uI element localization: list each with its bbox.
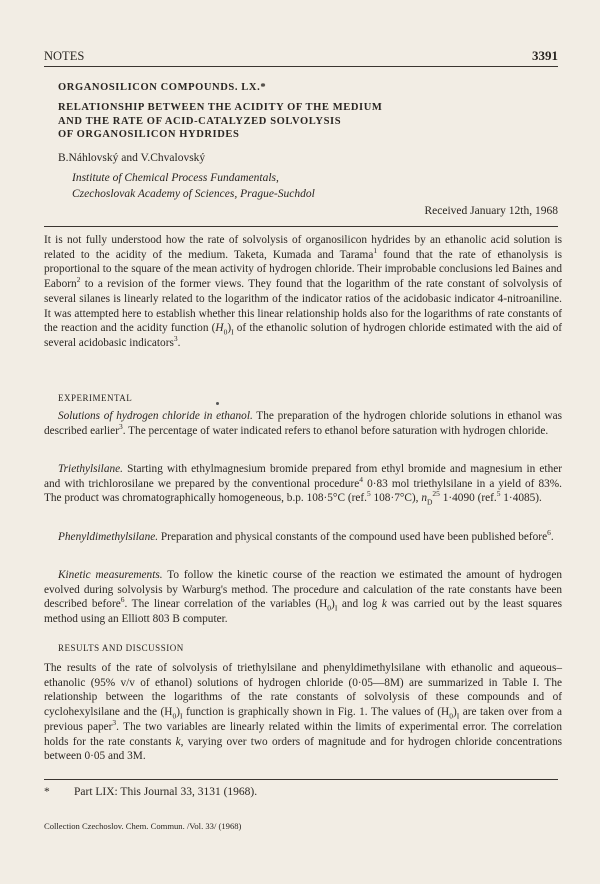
section-name: NOTES: [44, 49, 85, 63]
experimental-paragraph-triethylsilane: Triethylsilane. Starting with ethylmagnesium bromide prepared from ethyl bromide and magnesium in ether and with trichlorosilane we prepared by the conventional procedure$^4$ 0·83 mol triethylsilane in a yield of 83%. The product was chromatographically homogeneous, b.p. 108·5°C (ref.$^5$ 108·7°C), $n_D^{25}$ 1·4090 (ref.$^5$ 1·4085).: [44, 463, 562, 507]
experimental-paragraph-phenyldimethylsilane: Phenyldimethylsilane. Preparation and physical constants of the compound used have been published before$^6$.: [58, 528, 554, 543]
footnote-marker: *: [44, 786, 50, 798]
article-title: [58, 101, 382, 142]
page-number: 3391: [532, 48, 558, 63]
footnote-rule: [44, 779, 558, 780]
authors: B.Náhlovský and V.Chvalovský: [58, 152, 206, 164]
title-line: AND THE RATE OF ACID-CATALYZED SOLVOLYSIS: [58, 115, 342, 127]
header-rule: [44, 66, 558, 67]
experimental-paragraph-solutions: Solutions of hydrogen chloride in ethanol. The preparation of the hydrogen chloride solutions in ethanol was described earlier$^3$. The percentage of water indicated refers to ethanol before saturation with hydrogen chloride.: [44, 410, 562, 437]
journal-footer: Collection Czechoslov. Chem. Commun. /Vol. 33/ (1968): [44, 821, 242, 831]
section-heading-experimental: EXPERIMENTAL: [58, 393, 133, 403]
title-line: OF ORGANOSILICON HYDRIDES: [58, 129, 240, 141]
affiliation-line: Czechoslovak Academy of Sciences, Prague-Suchdol: [72, 187, 315, 200]
abstract-rule: [44, 226, 558, 227]
intro-paragraph: It is not fully understood how the rate of solvolysis of organosilicon hydrides by an ethanolic acid solution is related to the acidity of the medium. Taketa, Kumada and Tarama$^1$ found that the rate of ethanolysis is proportional to the square of the mean activity of hydrogen chloride. Their improbable conclusions led Baines and Eaborn$^2$ to a revision of the former views. They found that the logarithm of the rate constant of solvolysis of several silanes is linearly related to the logarithm of the indicator ratios of the acidobasic indicator 4-nitroaniline. It was attempted here to establish whether this linear relationship holds also for the logarithms of rate constants of the reaction and the acidity function $(H_0)_I$ of the ethanolic solution of hydrogen chloride estimated with the aid of several acidobasic indicators$^3$.: [44, 234, 563, 349]
affiliation: [72, 171, 315, 202]
title-line: RELATIONSHIP BETWEEN THE ACIDITY OF THE MEDIUM: [58, 102, 383, 113]
experimental-paragraph-kinetics: Kinetic measurements. To follow the kinetic course of the reaction we estimated the amount of hydrogen evolved during solvolysis by Warburg's method. The procedure and calculation of the rate constants have been described before$^6$. The linear correlation of the variables $(H_0)_I$ and log k was carried out by the least squares method using an Elliott 803 B computer.: [44, 569, 562, 626]
received-date: Received January 12th, 1968: [424, 205, 558, 217]
footnote: [44, 786, 257, 798]
footnote-text: Part LIX: This Journal 33, 3131 (1968).: [74, 786, 258, 798]
article-series-title: ORGANOSILICON COMPOUNDS. LX.*: [58, 82, 267, 93]
section-heading-results: RESULTS AND DISCUSSION: [58, 643, 184, 653]
speck: [216, 402, 219, 405]
affiliation-line: Institute of Chemical Process Fundamentals,: [72, 172, 279, 184]
running-header: [44, 48, 558, 64]
results-paragraph: The results of the rate of solvolysis of triethylsilane and phenyldimethylsilane with ethanolic and aqueous–ethanolic (95% v/v of ethanol) solutions of hydrogen chloride (0·05—8M) are summarized in Table I. The relationship between the logarithms of the rate constants of solvolysis of these compounds and of cyclohexylsilane and the $(H_0)_I$ function is graphically shown in Fig. 1. The values of $(H_0)_I$ are taken over from a previous paper$^3$. The two variables are linearly related within the limits of experimental error. The correlation holds for the rate constants k, varying over two orders of magnitude and for hydrogen chloride concentrations between 0·05 and 3M.: [44, 662, 563, 763]
